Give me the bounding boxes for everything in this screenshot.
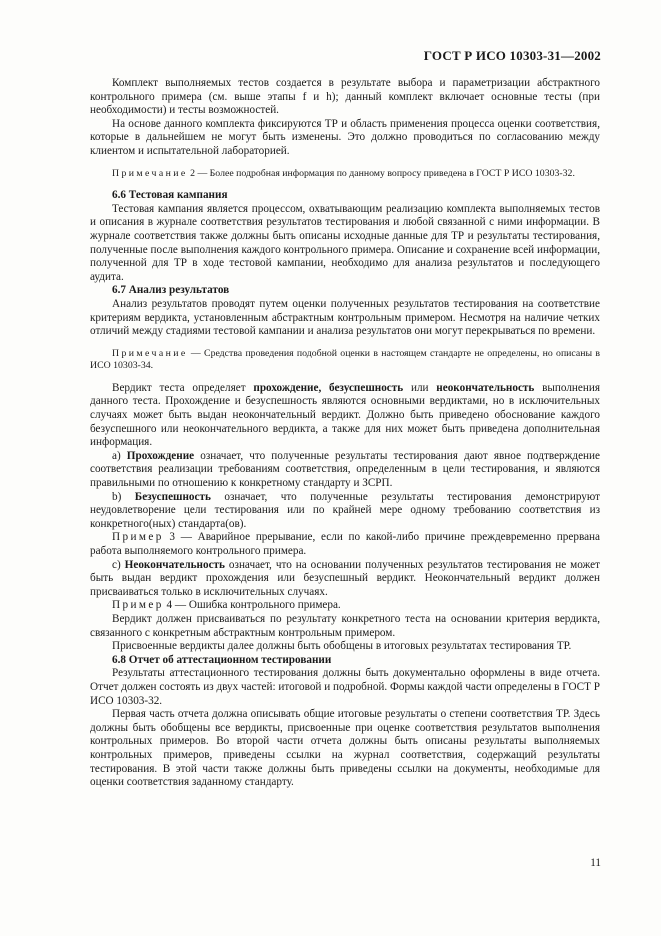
text-run: означает, что полученные результаты тестирования демонстрируют неудовлетворение цели тестирования или по крайней мере одному требованию соответствия из конкретного(ных) стандарта(ов). <box>90 490 600 530</box>
paragraph: Присвоенные вердикты далее должны быть обобщены в итоговых результатах тестирования ТР. <box>112 640 572 653</box>
paragraph: Тестовая кампания является процессом, охватывающим реализацию комплекта выполняемых тестов и описания в журнале соответствия результатов тестирования и любой связанной с ними информации. В журнале соответствия также должны быть описаны исходные данные для ТР и результаты тестирования, полученные после выполнения каждого контрольного примера. Описание и сохранение всей информации, полученной для ТР в ходе тестовой кампании, необходимо для анализа результатов и последующего аудита. <box>90 202 600 283</box>
text-run: означает, что на основании полученных результатов тестирования не может быть выдан вердикт прохождения или безуспешный вердикт. Неокончательный вердикт должен присваиваться только в исключительных случаях. <box>90 558 600 598</box>
list-marker: a) <box>112 449 127 462</box>
paragraph-verdict <box>90 382 600 450</box>
note-label: Примечание <box>112 167 188 179</box>
term-bold: прохождение, безуспешность <box>253 381 404 394</box>
term-bold: Прохождение <box>126 449 195 462</box>
note-text: 2 — Более подробная информация по данному вопросу приведена в ГОСТ Р ИСО 10303-32. <box>187 167 575 179</box>
text-run: выполнения данного теста. Прохождение и безуспешность являются основными вердиктами, но в исключительных случаях может быть выдан неокончательный вердикт. Должно быть приведено обоснование каждого безуспешного или неокончательного вердикта, а также для них может быть приведена дополнительная информация. <box>90 381 600 449</box>
example-4 <box>90 599 600 613</box>
section-heading-6-6: 6.6 Тестовая кампания <box>112 189 228 202</box>
text-run: Вердикт теста определяет <box>112 381 254 394</box>
document-body <box>90 77 600 790</box>
standard-header: ГОСТ Р ИСО 10303-31—2002 <box>423 48 601 63</box>
section-heading-6-8: 6.8 Отчет об аттестационном тестировании <box>112 653 332 666</box>
term-bold: Неокончательность <box>124 558 225 571</box>
paragraph: Первая часть отчета должна описывать общие итоговые результаты о степени соответствия ТР. Здесь должны быть обобщены все вердикты, присвоенные при оценке соответствия результатов выполнения контрольных примеров. Во второй части отчета должны быть описаны результаты выполняемых контрольных примеров, приведены ссылки на журнал соответствия, содержащий результаты тестирования. В этой части также должны быть приведены ссылки на документы, необходимые для оценки соответствия заданному стандарту. <box>90 708 600 789</box>
text-run: 3 — Аварийное прерывание, если по какой-либо причине преждевременно прервана работа выполняемого контрольного примера. <box>90 531 600 557</box>
list-item-c <box>90 559 600 600</box>
text-run: 4 — Ошибка контрольного примера. <box>163 599 341 612</box>
page-number: 11 <box>590 857 601 869</box>
note-label: Примечание <box>112 347 188 359</box>
paragraph: На основе данного комплекта фиксируются ТР и область применения процесса оценки соответствия, которые в дальнейшем не могут быть изменены. Это должно проводиться по согласованию между клиентом и испытательной лабораторией. <box>90 117 600 157</box>
note-text: — Средства проведения подобной оценки в настоящем стандарте не определены, но описаны в ИСО 10303-34. <box>90 347 600 372</box>
text-run: означает, что полученные результаты тестирования дают явное подтверждение соответствия реализации требованиям соответствия, определенным в цели тестирования, и являются правильными по отношению к конкретному стандарту и ЗСРП. <box>90 449 600 490</box>
term-bold: Безуспешность <box>134 490 211 503</box>
text-run: или <box>403 381 437 394</box>
list-item-b <box>90 491 600 532</box>
example-label: Пример <box>112 531 164 544</box>
paragraph: Вердикт должен присваиваться по результату конкретного теста на основании критерия вердикта, связанного с конкретным абстрактным контрольным примером. <box>90 612 600 639</box>
list-marker: c) <box>112 558 125 571</box>
list-marker: b) <box>112 490 135 503</box>
note-3 <box>90 348 600 373</box>
term-bold: неокончательность <box>436 381 535 394</box>
paragraph: Комплект выполняемых тестов создается в результате выбора и параметризации абстрактного контрольного примера (см. выше этапы f и h); данный комплект включает основные тесты (при необходимости) и тесты возможностей. <box>90 77 600 117</box>
list-item-a <box>90 450 600 491</box>
example-label: Пример <box>112 599 164 612</box>
example-3 <box>90 531 600 558</box>
note-2 <box>90 168 600 181</box>
paragraph: Результаты аттестационного тестирования должны быть документально оформлены в виде отчета. Отчет должен состоять из двух частей: итоговой и подробной. Формы каждой части определены в ГОСТ Р ИСО 10303-32. <box>90 667 600 707</box>
section-heading-6-7: 6.7 Анализ результатов <box>112 284 230 297</box>
paragraph: Анализ результатов проводят путем оценки полученных результатов тестирования на соответствие критериям вердикта, установленным абстрактным контрольным примером. Несмотря на наличие четких отличий между стадиями тестовой кампании и анализа результатов они могут перекрываться по времени. <box>90 297 600 338</box>
